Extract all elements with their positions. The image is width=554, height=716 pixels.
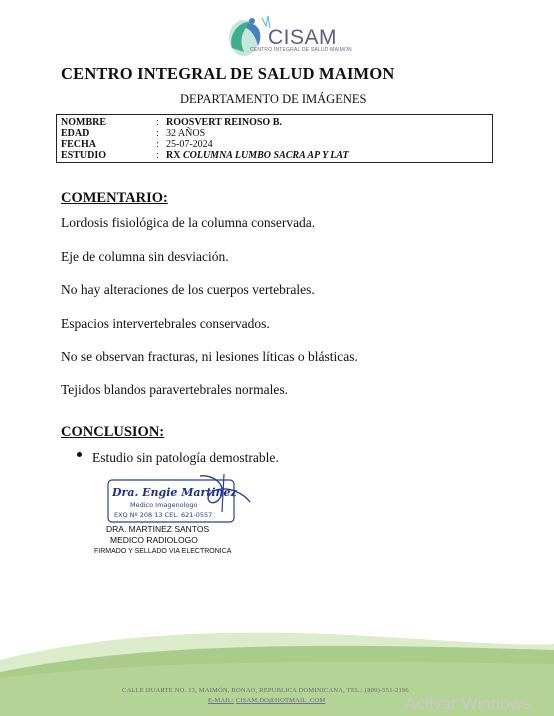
email-prefix: E-MAIL: [208,697,234,704]
comment-line: No se observan fracturas, ni lesiones líticas o blásticas. [61,349,358,364]
svg-text:Medico Imagenologo: Medico Imagenologo [130,501,198,509]
comment-line: Eje de columna sin desviación. [61,249,229,264]
comment-line: Tejidos blandos paravertebrales normales. [61,382,288,397]
info-separator: : [156,139,159,150]
windows-activation-watermark: Activar Windows [405,694,531,713]
conclusion-item: Estudio sin patología demostrable. [92,450,279,465]
doctor-title: MEDICO RADIOLOGO [110,535,198,545]
study-prefix: RX [166,150,181,161]
doctor-name: DRA. MARTINEZ SANTOS [106,524,210,534]
info-label: FECHA [61,139,96,150]
signature-note: FIRMADO Y SELLADO VIA ELECTRONICA [94,548,232,555]
info-separator: : [156,117,159,128]
logo-subtitle: CENTRO INTEGRAL DE SALUD MAIMON [250,47,352,53]
comment-heading: COMENTARIO: [61,190,168,206]
comment-line: No hay alteraciones de los cuerpos vertebrales. [61,282,315,297]
info-separator: : [156,128,159,139]
info-label: ESTUDIO [61,150,107,161]
email-link[interactable]: CISAM.DO@HOTMAIL .COM [235,697,326,704]
footer-address: CALLE DUARTE NO. 13, MAIMÓN, BONAO, REPUBLICA DOMINICANA, TEL.: (809)-551-2196 [122,687,409,694]
signature-stamp-icon [104,472,254,528]
svg-text:Dra. Engie Martinez: Dra. Engie Martinez [112,486,237,499]
organization-title: CENTRO INTEGRAL DE SALUD MAIMON [61,64,395,83]
comment-line: Espacios intervertebrales conservados. [61,316,270,331]
logo-text: CISAM [268,26,338,49]
svg-text:EXQ Nº 208 13 CEL. 621-0557: EXQ Nº 208 13 CEL. 621-0557 [114,511,213,519]
study-value [166,150,349,161]
info-label: EDAD [61,128,90,139]
patient-age: 32 AÑOS [166,128,206,139]
study-name: COLUMNA LUMBO SACRA AP Y LAT [182,150,349,161]
bullet-icon [77,452,82,457]
footer-email-line [208,697,325,704]
comment-line: Lordosis fisiológica de la columna conservada. [61,215,316,230]
patient-name: ROOSVERT REINOSO B. [166,117,282,128]
department-title: DEPARTAMENTO DE IMÁGENES [180,92,367,106]
patient-info-box [56,114,493,163]
study-date: 25-07-2024 [166,139,213,150]
info-separator: : [156,150,159,161]
conclusion-heading: CONCLUSION: [61,424,165,440]
info-label: NOMBRE [61,117,106,128]
